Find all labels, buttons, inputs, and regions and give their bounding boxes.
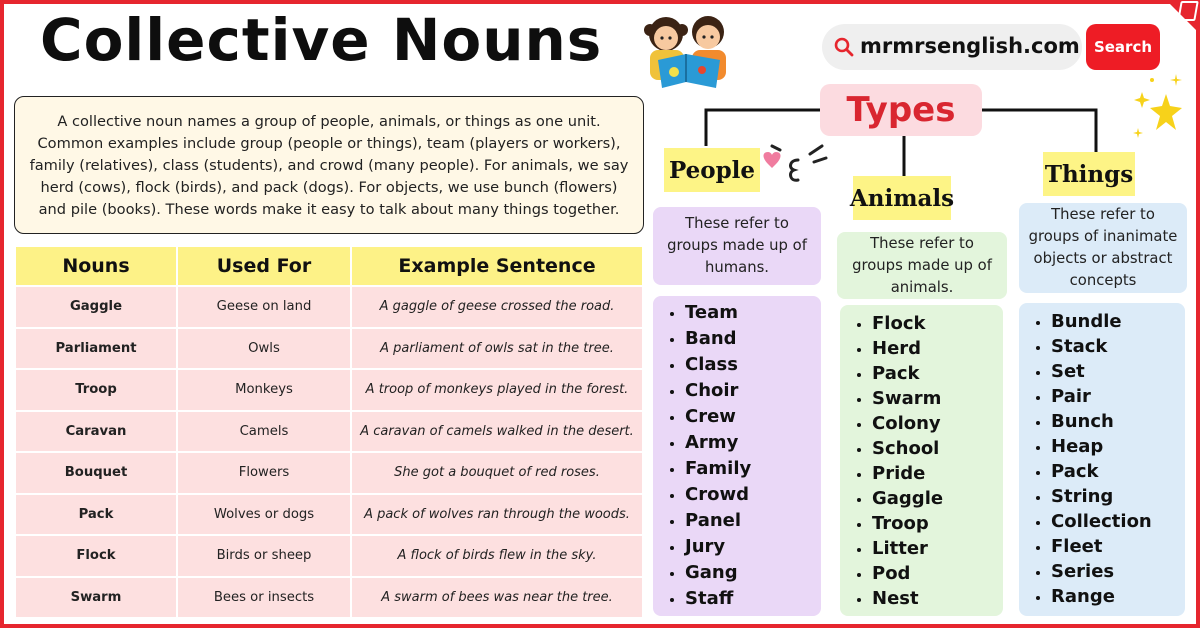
table-row	[16, 370, 642, 410]
search-bar[interactable]	[822, 24, 1082, 70]
list-item: • Pack	[872, 361, 1003, 386]
list-item: • Army	[685, 430, 821, 456]
example-cell: A troop of monkeys played in the forest.	[352, 370, 642, 410]
list-item: • Swarm	[872, 386, 1003, 411]
category-label-animals: Animals	[853, 176, 951, 220]
list-item: • Family	[685, 456, 821, 482]
people-list	[653, 300, 821, 612]
header-nouns: Nouns	[16, 247, 176, 285]
list-item: • Set	[1051, 359, 1185, 384]
things-list	[1019, 309, 1185, 609]
list-item: • Range	[1051, 584, 1185, 609]
list-item: • Staff	[685, 586, 821, 612]
example-cell: She got a bouquet of red roses.	[352, 453, 642, 493]
table-row	[16, 578, 642, 618]
list-item: • Pod	[872, 561, 1003, 586]
brand-corner-logo-mark	[1177, 1, 1199, 21]
used-for-cell: Flowers	[178, 453, 350, 493]
example-cell: A gaggle of geese crossed the road.	[352, 287, 642, 327]
used-for-cell: Camels	[178, 412, 350, 452]
animals-list	[840, 311, 1003, 611]
things-list-box	[1019, 303, 1185, 616]
example-cell: A caravan of camels walked in the desert.	[352, 412, 642, 452]
people-description: These refer to groups made up of humans.	[653, 207, 821, 285]
list-item: • Fleet	[1051, 534, 1185, 559]
animals-list-box	[840, 305, 1003, 616]
used-for-cell: Owls	[178, 329, 350, 369]
table-row	[16, 329, 642, 369]
noun-cell: Flock	[16, 536, 176, 576]
list-item: • School	[872, 436, 1003, 461]
types-heading: Types	[820, 84, 982, 136]
list-item: • Pride	[872, 461, 1003, 486]
list-item: • Nest	[872, 586, 1003, 611]
table-row	[16, 536, 642, 576]
noun-cell: Parliament	[16, 329, 176, 369]
list-item: • Colony	[872, 411, 1003, 436]
table-header-row	[16, 247, 642, 285]
list-item: • Gang	[685, 560, 821, 586]
list-item: • Panel	[685, 508, 821, 534]
list-item: • Crew	[685, 404, 821, 430]
used-for-cell: Wolves or dogs	[178, 495, 350, 535]
page-title: Collective Nouns	[40, 6, 603, 74]
kids-reading-illustration	[636, 8, 746, 98]
people-list-box	[653, 296, 821, 616]
noun-cell: Pack	[16, 495, 176, 535]
header-used-for: Used For	[178, 247, 350, 285]
noun-cell: Troop	[16, 370, 176, 410]
list-item: • Class	[685, 352, 821, 378]
list-item: • Troop	[872, 511, 1003, 536]
search-site-text[interactable]: mrmrsenglish.com	[860, 34, 1080, 58]
list-item: • Team	[685, 300, 821, 326]
used-for-cell: Geese on land	[178, 287, 350, 327]
list-item: • Flock	[872, 311, 1003, 336]
example-cell: A pack of wolves ran through the woods.	[352, 495, 642, 535]
category-label-things: Things	[1043, 152, 1135, 196]
table-row	[16, 412, 642, 452]
category-label-people: People	[664, 148, 760, 192]
list-item: • Jury	[685, 534, 821, 560]
list-item: • Series	[1051, 559, 1185, 584]
example-cell: A flock of birds flew in the sky.	[352, 536, 642, 576]
list-item: • Bundle	[1051, 309, 1185, 334]
things-description: These refer to groups of inanimate objects or abstract concepts	[1019, 203, 1187, 293]
noun-cell: Swarm	[16, 578, 176, 618]
list-item: • Gaggle	[872, 486, 1003, 511]
animals-description: These refer to groups made up of animals.	[837, 232, 1007, 299]
heart-icon	[758, 138, 830, 188]
search-button[interactable]: Search	[1086, 24, 1160, 70]
list-item: • Stack	[1051, 334, 1185, 359]
table-row	[16, 453, 642, 493]
list-item: • Litter	[872, 536, 1003, 561]
example-cell: A swarm of bees was near the tree.	[352, 578, 642, 618]
list-item: • Crowd	[685, 482, 821, 508]
list-item: • Herd	[872, 336, 1003, 361]
used-for-cell: Birds or sheep	[178, 536, 350, 576]
list-item: • Pack	[1051, 459, 1185, 484]
list-item: • Choir	[685, 378, 821, 404]
header-example-sentence: Example Sentence	[352, 247, 642, 285]
search-icon	[834, 37, 854, 57]
list-item: • Heap	[1051, 434, 1185, 459]
list-item: • String	[1051, 484, 1185, 509]
table-row	[16, 495, 642, 535]
nouns-table	[14, 245, 644, 619]
used-for-cell: Bees or insects	[178, 578, 350, 618]
noun-cell: Bouquet	[16, 453, 176, 493]
used-for-cell: Monkeys	[178, 370, 350, 410]
list-item: • Band	[685, 326, 821, 352]
list-item: • Bunch	[1051, 409, 1185, 434]
sparkle-stars-icon	[1128, 72, 1188, 148]
noun-cell: Gaggle	[16, 287, 176, 327]
list-item: • Pair	[1051, 384, 1185, 409]
intro-paragraph: A collective noun names a group of people, animals, or things as one unit. Common examples include group (people or things), team (players or workers), family (relatives), class (students), and crowd (many people). For animals, we say herd (cows), flock (birds), and pack (dogs). For objects, we use bunch (flowers) and pile (books). These words make it easy to talk about many things together.	[14, 96, 644, 234]
noun-cell: Caravan	[16, 412, 176, 452]
example-cell: A parliament of owls sat in the tree.	[352, 329, 642, 369]
table-row	[16, 287, 642, 327]
list-item: • Collection	[1051, 509, 1185, 534]
